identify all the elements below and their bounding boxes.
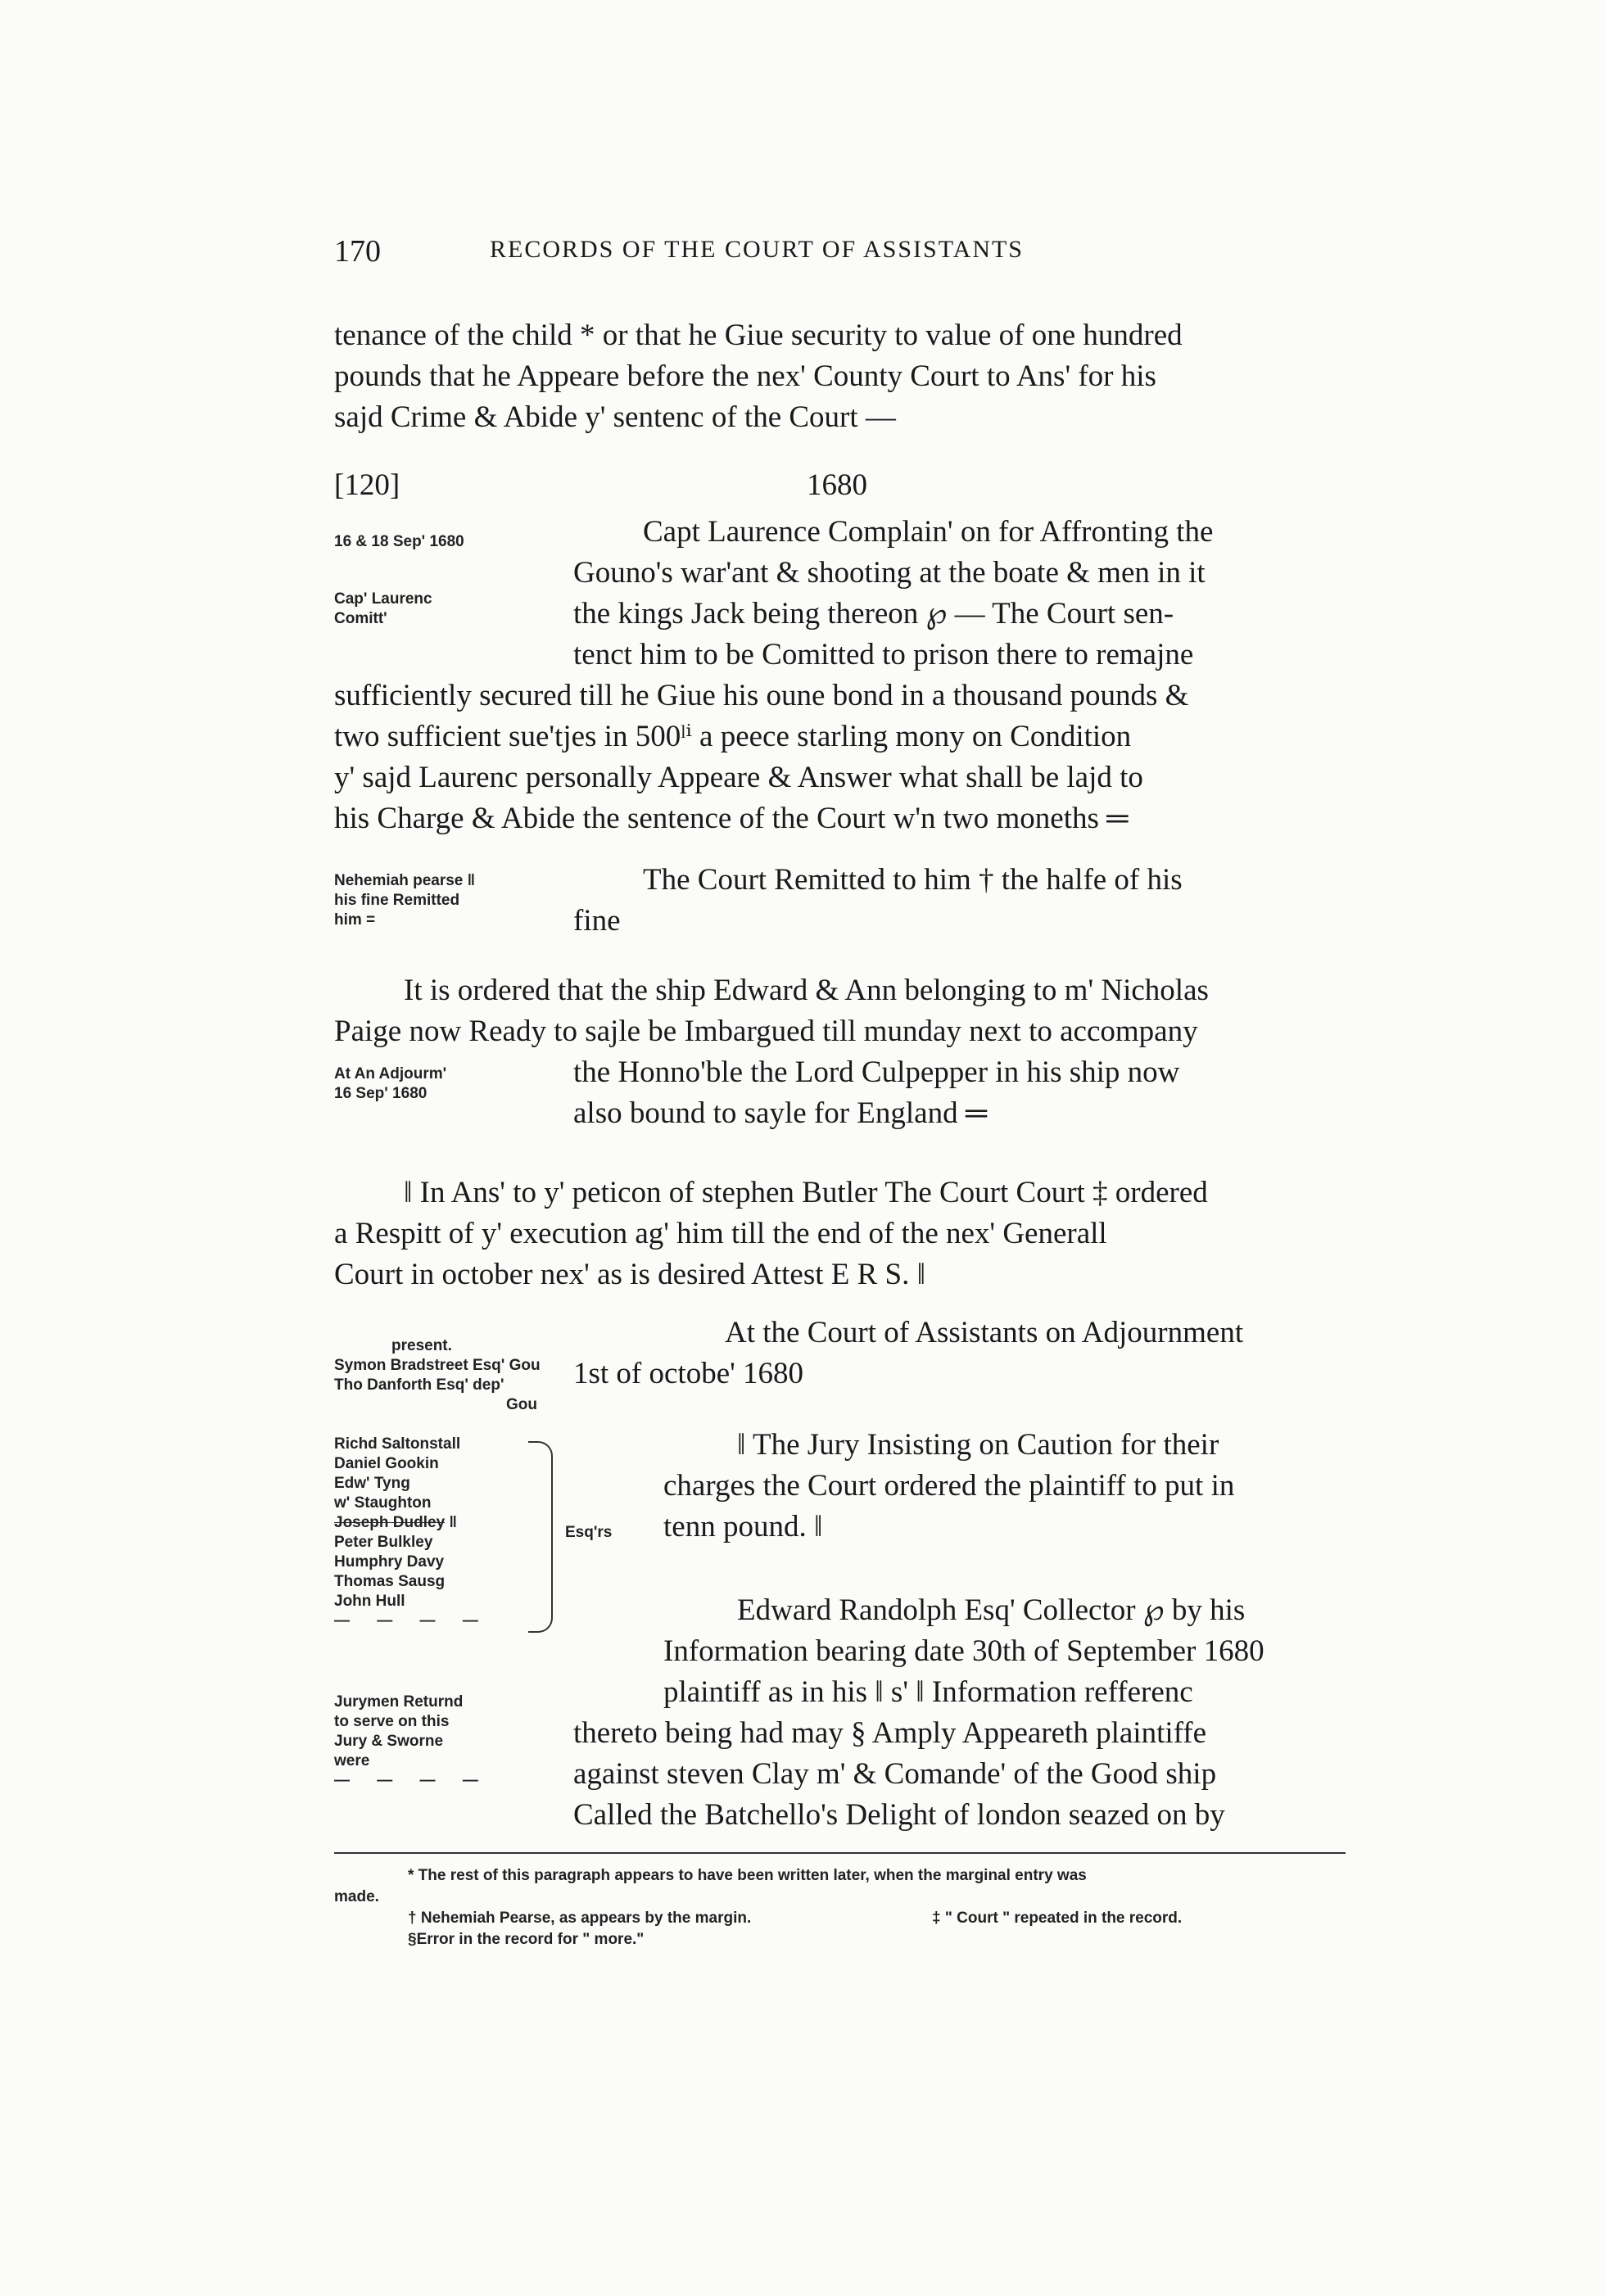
margin-line: Jury & Sworne	[334, 1733, 444, 1750]
paragraph-butler	[334, 1173, 1346, 1295]
assistants-list	[334, 1435, 490, 1631]
text-line: against steven Clay m' & Comande' of the Good ship	[573, 1757, 1217, 1791]
text-line: ‖ The Jury Insisting on Caution for their	[737, 1428, 1219, 1462]
text-line: sajd Crime & Abide y' sentenc of the Court —	[334, 400, 896, 434]
text-line: ‖ In Ans' to y' peticon of stephen Butler The Court Court ‡ ordered	[404, 1176, 1208, 1209]
text-line: It is ordered that the ship Edward & Ann belonging to m' Nicholas	[404, 974, 1209, 1007]
brace-bracket	[528, 1441, 553, 1633]
margin-line: him =	[334, 911, 376, 929]
paragraph-randolph-bottom	[573, 1672, 1346, 1836]
assistant-name: John Hull	[334, 1593, 405, 1610]
footnote: * The rest of this paragraph appears to have been written later, when the marginal entry was	[408, 1867, 1087, 1884]
paragraph-edward-ann-indented	[573, 1052, 1346, 1134]
text-line: Edward Randolph Esq' Collector ℘ by his	[737, 1593, 1246, 1627]
text-line: a Respitt of y' execution ag' him till the end of the nex' Generall	[334, 1217, 1107, 1250]
assistant-name: Daniel Gookin	[334, 1455, 439, 1472]
margin-note-pearse	[334, 871, 475, 930]
present-list	[334, 1356, 541, 1415]
present-line: Tho Danforth Esq' dep'	[334, 1376, 504, 1394]
margin-line: were	[334, 1752, 370, 1769]
text-line: tenance of the child * or that he Giue security to value of one hundred	[334, 319, 1183, 352]
paragraph-pearse	[573, 860, 1346, 942]
text-line: sufficiently secured till he Giue his oune bond in a thousand pounds &	[334, 679, 1189, 712]
paragraph-laurence-indented	[573, 512, 1346, 676]
margin-line: to serve on this	[334, 1713, 450, 1730]
text-line: thereto being had may § Amply Appeareth plaintiffe	[573, 1716, 1207, 1750]
struck-name: Joseph Dudley	[334, 1514, 446, 1531]
text-line: two sufficient sue'tjes in 500ˡⁱ a peece starling mony on Condition	[334, 720, 1132, 753]
text-line: the kings Jack being thereon ℘ — The Court sen-	[573, 597, 1174, 630]
present-label: present.	[391, 1337, 452, 1354]
margin-note-adjournment	[334, 1064, 446, 1104]
footnote: made.	[334, 1888, 379, 1905]
margin-line: 16 Sep' 1680	[334, 1085, 428, 1102]
text-line: tenct him to be Comitted to prison there to remajne	[573, 638, 1194, 671]
text-line: The Court Remitted to him † the halfe of his	[643, 863, 1183, 897]
text-line: Court in october nex' as is desired Attest E R S. ‖	[334, 1258, 926, 1291]
assistant-name: Edw' Tyng	[334, 1475, 410, 1492]
footnote-rule	[334, 1852, 1346, 1854]
text-line: plaintiff as in his ‖ s' ‖ Information refferenc	[663, 1675, 1193, 1709]
text-line: the Honno'ble the Lord Culpepper in his ship now	[573, 1055, 1180, 1089]
text-line: y' sajd Laurenc personally Appeare & Answer what shall be lajd to	[334, 761, 1143, 794]
assistant-name: Thomas Sausg	[334, 1573, 446, 1590]
text-line: 1st of octobe' 1680	[573, 1357, 804, 1390]
assistant-name: Richd Saltonstall	[334, 1435, 461, 1453]
folio-number: [120]	[334, 468, 400, 502]
assistant-name: Peter Bulkley	[334, 1534, 433, 1551]
text-line: At the Court of Assistants on Adjournment	[725, 1316, 1244, 1349]
text-line: charges the Court ordered the plaintiff to put in	[663, 1469, 1235, 1503]
text-line: pounds that he Appeare before the nex' County Court to Ans' for his	[334, 359, 1156, 393]
footnote: ‡ " Court " repeated in the record.	[932, 1910, 1183, 1927]
footnote-row	[334, 1908, 1346, 1929]
margin-date: 16 & 18 Sep' 1680	[334, 533, 464, 550]
text-line: tenn pound. ‖	[663, 1510, 823, 1543]
esqrs-label: Esq'rs	[565, 1524, 613, 1541]
year-heading: 1680	[807, 468, 867, 502]
margin-line: Jurymen Returnd	[334, 1693, 464, 1711]
assistant-name: w' Staughton	[334, 1494, 432, 1512]
margin-line: Cap' Laurenc	[334, 590, 432, 608]
footnotes	[334, 1865, 1346, 1950]
text-line: his Charge & Abide the sentence of the Court w'n two moneths ═	[334, 802, 1129, 835]
text-line: Information bearing date 30th of September 1680	[663, 1634, 1264, 1668]
dash-line: — — — —	[334, 1772, 490, 1789]
paragraph-edward-ann-full	[334, 970, 1346, 1052]
paragraph-randolph-top	[663, 1590, 1346, 1672]
running-title: RECORDS OF THE COURT OF ASSISTANTS	[490, 236, 1024, 263]
margin-note-jury	[334, 1693, 490, 1791]
page-number: 170	[334, 234, 381, 269]
struck-mark: ‖	[449, 1514, 457, 1531]
margin-line: Nehemiah pearse ‖	[334, 872, 476, 889]
paragraph-top	[334, 315, 1346, 438]
text-line: fine	[573, 904, 621, 938]
dash-line: — — — —	[334, 1612, 490, 1629]
margin-line: At An Adjourm'	[334, 1065, 447, 1082]
footnote: §Error in the record for " more."	[408, 1931, 645, 1948]
paragraph-jury	[663, 1425, 1346, 1548]
assistant-name: Humphry Davy	[334, 1553, 445, 1571]
text-line: also bound to sayle for England ═	[573, 1096, 988, 1130]
margin-note-laurence	[334, 590, 432, 629]
text-line: Paige now Ready to sajle be Imbargued till munday next to accompany	[334, 1015, 1198, 1048]
text-line: Gouno's war'ant & shooting at the boate & men in it	[573, 556, 1206, 590]
footnote: † Nehemiah Pearse, as appears by the margin.	[408, 1910, 752, 1927]
present-line: Gou	[506, 1396, 537, 1413]
text-line: Capt Laurence Complain' on for Affronting the	[643, 515, 1214, 549]
adjournment-heading	[573, 1313, 1346, 1394]
margin-line: his fine Remitted	[334, 892, 460, 909]
margin-line: Comitt'	[334, 610, 387, 627]
text-line: Called the Batchello's Delight of london seazed on by	[573, 1798, 1225, 1832]
paragraph-laurence-full	[334, 676, 1346, 839]
assistant-name-struck	[334, 1513, 490, 1533]
present-line: Symon Bradstreet Esq' Gou	[334, 1357, 541, 1374]
